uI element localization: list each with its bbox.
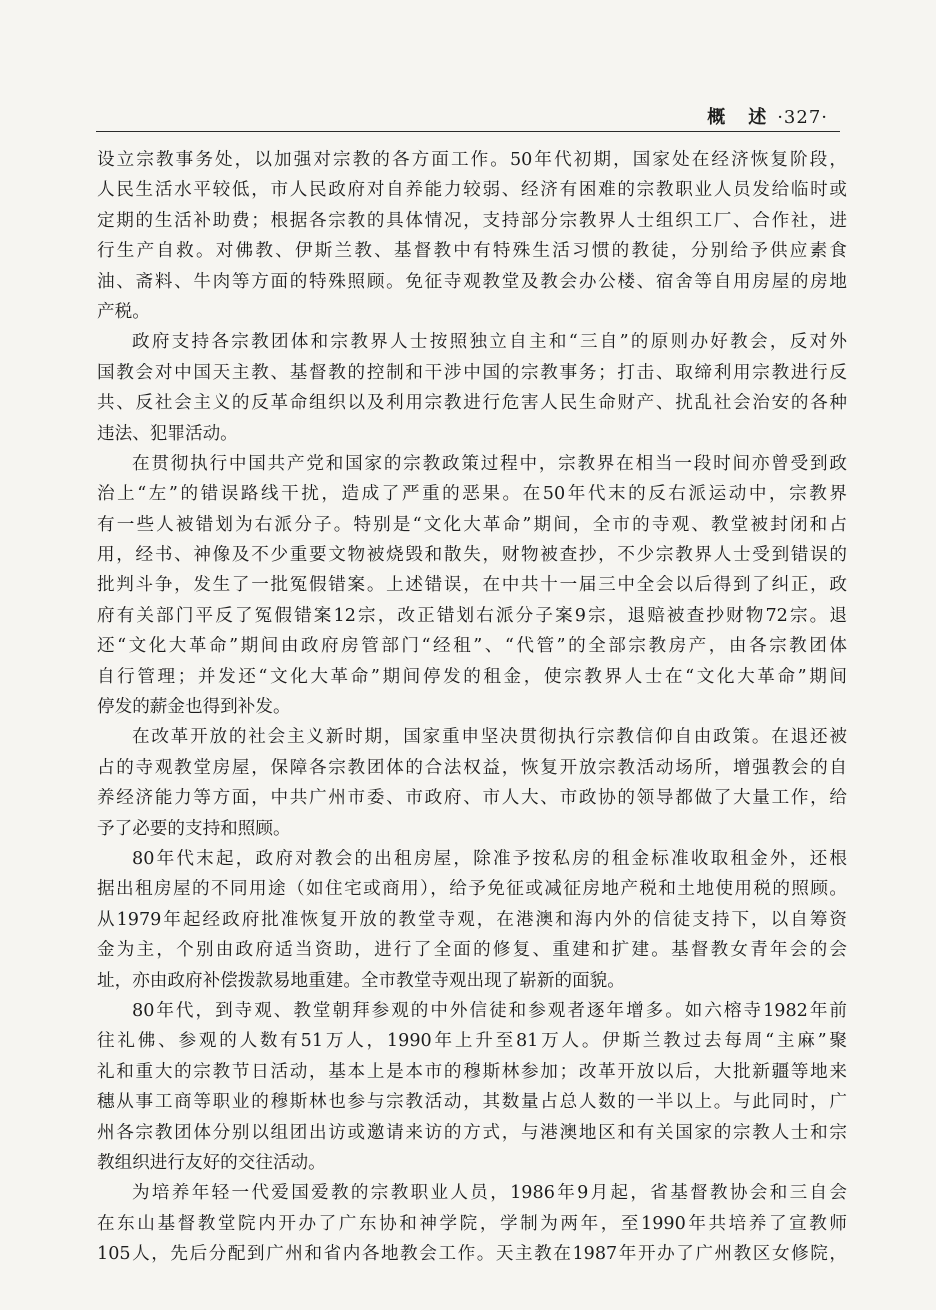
text-line: 国教会对中国天主教、基督教的控制和干涉中国的宗教事务；打击、取缔利用宗教进行反 (97, 362, 847, 383)
text-line: 产税。 (97, 301, 150, 322)
text-line: 往礼佛、参观的人数有51万人，1990年上升至81万人。伊斯兰教过去每周“主麻”聚 (97, 1031, 847, 1052)
text-line: 人民生活水平较低，市人民政府对自养能力较弱、经济有困难的宗教职业人员发给临时或 (97, 180, 847, 201)
text-line: 用，经书、神像及不少重要文物被烧毁和散失，财物被查抄，不少宗教界人士受到错误的 (97, 545, 847, 566)
text-line: 予了必要的支持和照顾。 (97, 818, 291, 839)
text-line: 为培养年轻一代爱国爱教的宗教职业人员，1986年9月起，省基督教协会和三自会 (132, 1183, 847, 1204)
text-line: 据出租房屋的不同用途（如住宅或商用），给予免征或减征房地产税和土地使用税的照顾。 (97, 879, 847, 900)
text-line: 还“文化大革命”期间由政府房管部门“经租”、“代管”的全部宗教房产，由各宗教团体 (97, 636, 847, 657)
text-line: 批判斗争，发生了一批冤假错案。上述错误，在中共十一届三中全会以后得到了纠正，政 (97, 575, 847, 596)
text-line: 占的寺观教堂房屋，保障各宗教团体的合法权益，恢复开放宗教活动场所，增强教会的自 (97, 757, 847, 778)
text-line: 违法、犯罪活动。 (97, 423, 238, 444)
text-line: 养经济能力等方面，中共广州市委、市政府、市人大、市政协的领导都做了大量工作，给 (97, 788, 847, 809)
text-line: 80年代末起，政府对教会的出租房屋，除准予按私房的租金标准收取租金外，还根 (132, 848, 847, 869)
text-line: 在改革开放的社会主义新时期，国家重申坚决贯彻执行宗教信仰自由政策。在退还被 (132, 727, 847, 748)
text-line: 在贯彻执行中国共产党和国家的宗教政策过程中，宗教界在相当一段时间亦曾受到政 (132, 453, 847, 474)
text-line: 有一些人被错划为右派分子。特别是“文化大革命”期间，全市的寺观、教堂被封闭和占 (97, 514, 847, 535)
text-line: 治上“左”的错误路线干扰，造成了严重的恶果。在50年代末的反右派运动中，宗教界 (97, 484, 847, 505)
text-line: 府有关部门平反了冤假错案12宗，改正错划右派分子案9宗，退赔被查抄财物72宗。退 (97, 605, 847, 626)
body-text (97, 145, 847, 1269)
text-line: 址，亦由政府补偿拨款易地重建。全市教堂寺观出现了崭新的面貌。 (97, 970, 625, 991)
text-line: 油、斋料、牛肉等方面的特殊照顾。免征寺观教堂及教会办公楼、宿舍等自用房屋的房地 (97, 271, 847, 292)
text-line: 政府支持各宗教团体和宗教界人士按照独立自主和“三自”的原则办好教会，反对外 (132, 332, 847, 353)
running-head (707, 103, 828, 129)
text-line: 州各宗教团体分别以组团出访或邀请来访的方式，与港澳地区和有关国家的宗教人士和宗 (97, 1122, 847, 1143)
section-title-char-1: 概 (707, 107, 727, 128)
header-rule (96, 131, 840, 132)
text-line: 行生产自救。对佛教、伊斯兰教、基督教中有特殊生活习惯的教徒，分别给予供应素食 (97, 241, 847, 262)
text-line: 停发的薪金也得到补发。 (97, 697, 291, 718)
section-title-char-2: 述 (748, 107, 768, 128)
text-line: 穗从事工商等职业的穆斯林也参与宗教活动，其数量占总人数的一半以上。与此同时，广 (97, 1092, 847, 1113)
text-line: 礼和重大的宗教节日活动，基本上是本市的穆斯林参加；改革开放以后，大批新疆等地来 (97, 1061, 847, 1082)
text-line: 自行管理；并发还“文化大革命”期间停发的租金，使宗教界人士在“文化大革命”期间 (97, 666, 847, 687)
text-line: 定期的生活补助费；根据各宗教的具体情况，支持部分宗教界人士组织工厂、合作社，进 (97, 210, 847, 231)
text-line: 金为主，个别由政府适当资助，进行了全面的修复、重建和扩建。基督教女青年会的会 (97, 940, 847, 961)
text-line: 105人，先后分配到广州和省内各地教会工作。天主教在1987年开办了广州教区女修院， (97, 1244, 847, 1265)
text-line: 设立宗教事务处，以加强对宗教的各方面工作。50年代初期，国家处在经济恢复阶段， (97, 150, 847, 170)
text-line: 共、反社会主义的反革命组织以及利用宗教进行危害人民生命财产、扰乱社会治安的各种 (97, 393, 847, 414)
page-number: ·327· (777, 107, 828, 128)
text-line: 从1979年起经政府批准恢复开放的教堂寺观，在港澳和海内外的信徒支持下，以自筹资 (97, 909, 847, 930)
text-line: 在东山基督教堂院内开办了广东协和神学院，学制为两年，至1990年共培养了宣教师 (97, 1213, 847, 1234)
text-line: 80年代，到寺观、教堂朝拜参观的中外信徒和参观者逐年增多。如六榕寺1982年前 (132, 1000, 847, 1021)
text-line: 教组织进行友好的交往活动。 (97, 1152, 326, 1173)
